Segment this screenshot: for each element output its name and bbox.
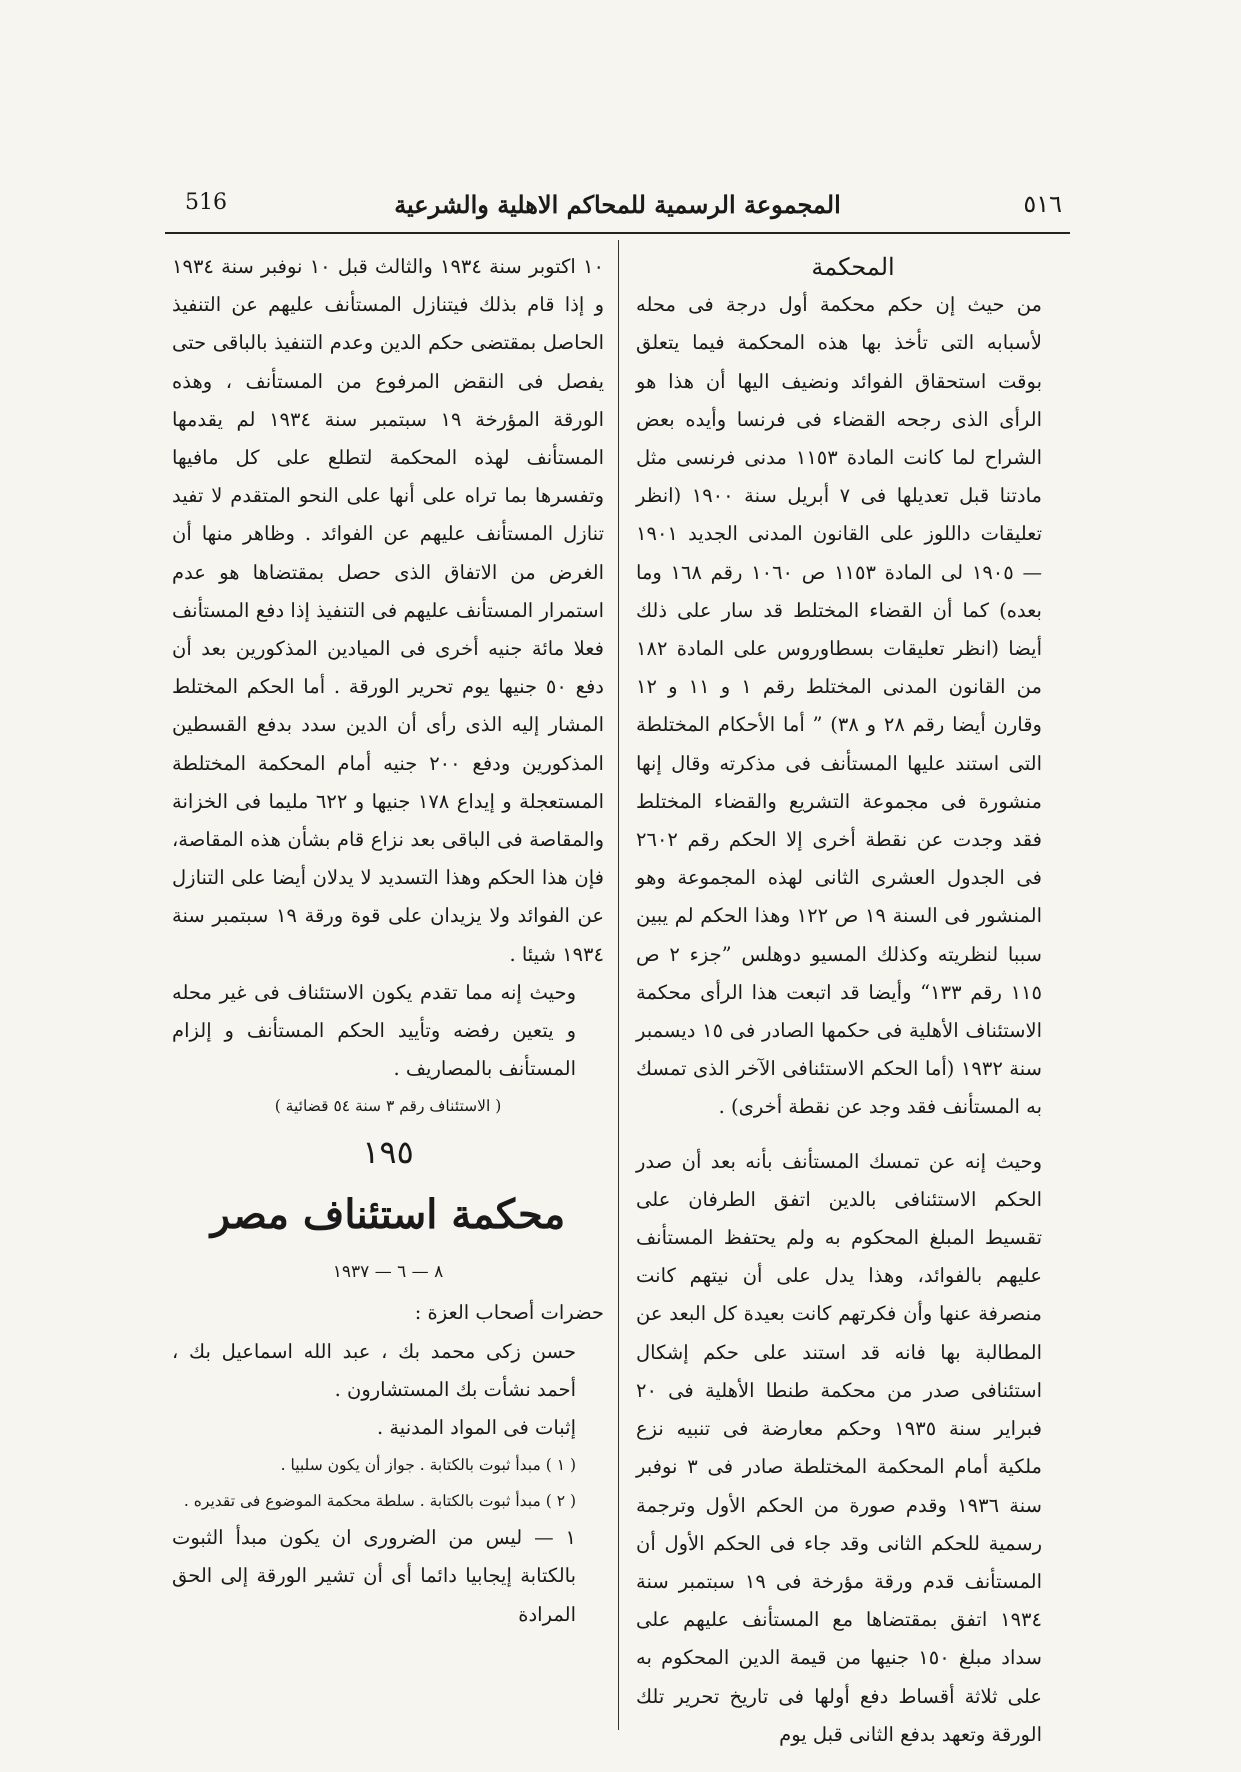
paragraph: وحيث إنه عن تمسك المستأنف بأنه بعد أن صدر الحكم الاستئنافى بالدين اتفق الطرفان على تقسيط المبلغ المحكوم به ولم يحتفظ المستأنف عليهم بالفوائد، وهذا يدل على أن نيتهم كانت منصرفة عنها وأن فكرتهم كانت بعيدة كل البعد عن المطالبة بها فانه قد استند على حكم إشكال استئنافى صدر من محكمة طنطا الأهلية فى ٢٠ فبراير سنة ١٩٣٥ وحكم معارضة فى تنبيه نزع ملكية أمام المحكمة المختلطة صادر فى ٣ نوفبر سنة ١٩٣٦ وقدم صورة من الحكم الأول وترجمة رسمية للحكم الثانى وقد جاء فى الحكم الأول أن المستأنف قدم ورقة مؤرخة فى ١٩ سبتمبر سنة ١٩٣٤ اتفق بمقتضاها مع المستأنف عليهم على سداد مبلغ ١٥٠ جنيها من قيمة الدين المحكوم به على ثلاثة أقساط دفع أولها فى تاريخ تحرير تلك الورقة وتعهد بدفع الثانى قبل يوم [636,1149,1043,1746]
column-divider [618,240,619,1730]
judges-intro: حضرات أصحاب العزة : [414,1301,604,1325]
subject: إثبات فى المواد المدنية . [376,1416,576,1440]
principle-1: ( ١ ) مبدأ ثبوت بالكتابة . جواز أن يكون سلبيا . [280,1456,576,1475]
left-column [172,248,604,1634]
case-number: ١٩٥ [362,1133,414,1172]
page-header [165,190,1070,226]
paragraph: ١٠ اكتوبر سنة ١٩٣٤ والثالث قبل ١٠ نوفبر سنة ١٩٣٤ و إذا قام بذلك فيتنازل المستأنف عليهم عن التنفيذ الحاصل بمقتضى حكم الدين وعدم التنفيذ بالباقى حتى يفصل فى النقض المرفوع من المستأنف ، وهذه الورقة المؤرخة ١٩ سبتمبر سنة ١٩٣٤ لم يقدمها المستأنف لهذه المحكمة لتطلع على كل مافيها وتفسرها بما تراه على أنها على النحو المتقدم لا تفيد تنازل المستأنف عليهم عن الفوائد . وظاهر منها أن الغرض من الاتفاق الذى حصل بمقتضاها هو عدم استمرار المستأنف عليهم فى التنفيذ إذا دفع المستأنف فعلا مائة جنيه أخرى فى الميادين المذكورين بعد أن دفع ٥٠ جنيها يوم تحرير الورقة . أما الحكم المختلط المشار إليه الذى رأى أن الدين سدد بدفع القسطين المذكورين ودفع ٢٠٠ جنيه أمام المحكمة المختلطة المستعجلة و إيداع ١٧٨ جنيها و ٦٢٢ مليما فى الخزانة والمقاصة فى الباقى بعد نزاع قام بشأن هذه المقاصة، فإن هذا الحكم وهذا التسديد لا يدلان أيضا على التنازل عن الفوائد ولا يزيدان على قوة ورقة ١٩ سبتمبر سنة ١٩٣٤ شيئا . [172,255,605,966]
right-column [636,248,1070,1754]
page-number-latin: 516 [185,190,227,215]
running-title: المجموعة الرسمية للمحاكم الاهلية والشرعية [394,190,841,219]
judges-list: حسن زكى محمد بك ، عبد الله اسماعيل بك ، أحمد نشأت بك المستشارون . [172,1339,576,1401]
judgment-date: ٨ — ٦ — ١٩٣٧ [332,1262,444,1283]
paragraph: وحيث إنه مما تقدم يكون الاستئناف فى غير محله و يتعين رفضه وتأييد الحكم المستأنف و إلزام المستأنف بالمصاريف . [172,980,576,1081]
court-name: محكمة استئناف مصر [210,1191,566,1239]
section-heading: المحكمة [811,253,895,281]
page-number-arabic: ٥١٦ [1023,190,1062,218]
paragraph: ١ — ليس من الضرورى ان يكون مبدأ الثبوت بالكتابة إيجابيا دائما أى أن تشير الورقة إلى الحق المرادة [172,1526,576,1626]
principle-2: ( ٢ ) مبدأ ثبوت بالكتابة . سلطة محكمة الموضوع فى تقديره . [183,1492,576,1511]
header-rule [165,232,1070,234]
appeal-reference: ( الاستئناف رقم ٣ سنة ٥٤ قضائية ) [274,1097,502,1116]
paragraph: من حيث إن حكم محكمة أول درجة فى محله لأسبابه التى تأخذ بها هذه المحكمة فيما يتعلق بوقت استحقاق الفوائد ونضيف اليها أن هذا هو الرأى الذى رجحه القضاء فى فرنسا وأيده بعض الشراح لما كانت المادة ١١٥٣ مدنى فرنسى مثل مادتنا قبل تعديلها فى ٧ أبريل سنة ١٩٠٠ (انظر تعليقات داللوز على القانون المدنى الجديد ١٩٠١ — ١٩٠٥ لى المادة ١١٥٣ ص ١٠٦٠ رقم ١٦٨ وما بعده) كما أن القضاء المختلط قد سار على ذلك أيضا (انظر تعليقات بسطاوروس على المادة ١٨٢ من القانون المدنى المختلط رقم ١ و ١١ و ١٢ وقارن أيضا رقم ٢٨ و ٣٨) ” أما الأحكام المختلطة التى استند عليها المستأنف فى مذكرته وقال إنها منشورة فى مجموعة التشريع والقضاء المختلط فقد وجدت عن نقطة أخرى إلا الحكم رقم ٢٦٠٢ فى الجدول العشرى الثانى لهذه المجموعة وهو المنشور فى السنة ١٩ ص ١٢٢ وهذا الحكم لم يبين سببا لنظريته وكذلك المسيو دوهلس ”جزء ٢ ص ١١٥ رقم ١٣٣“ وأيضا قد اتبعت هذا الرأى محكمة الاستئناف الأهلية فى حكمها الصادر فى ١٥ ديسمبر سنة ١٩٣٢ (أما الحكم الاستئنافى الآخر الذى تمسك به المستأنف فقد وجد عن نقطة أخرى) . [636,293,1043,1119]
